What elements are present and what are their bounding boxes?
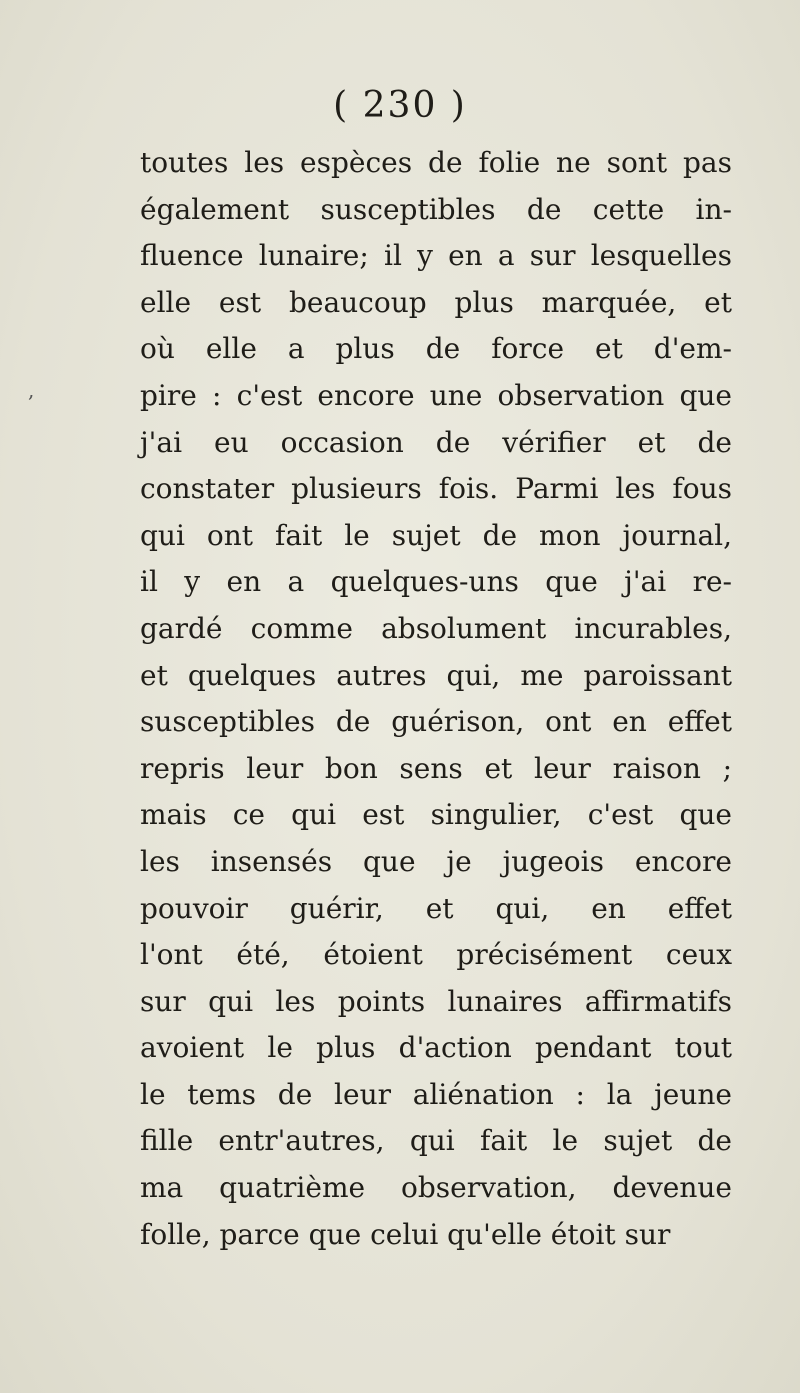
text-line: toutes les espèces de folie ne sont pas bbox=[140, 146, 732, 179]
text-line: le tems de leur aliénation : la jeune bbox=[140, 1077, 732, 1111]
text-line: fille entr'autres, qui fait le sujet de bbox=[140, 1124, 732, 1158]
text-line: constater plusieurs fois. Parmi les fous bbox=[140, 472, 732, 506]
page-number: ( 230 ) bbox=[333, 85, 467, 126]
text-line: j'ai eu occasion de vérifier et de bbox=[140, 425, 732, 459]
text-line: mais ce qui est singulier, c'est que bbox=[140, 798, 732, 832]
body-text bbox=[140, 140, 732, 1258]
text-line: elle est beaucoup plus marquée, et bbox=[140, 285, 732, 319]
text-line: ma quatrième observation, devenue bbox=[140, 1171, 732, 1205]
text-line: gardé comme absolument incurables, bbox=[140, 611, 732, 645]
text-line: également susceptibles de cette in- bbox=[140, 192, 732, 226]
text-line: susceptibles de guérison, ont en effet bbox=[140, 705, 732, 739]
text-line: et quelques autres qui, me paroissant bbox=[140, 658, 732, 692]
text-line: les insensés que je jugeois encore bbox=[140, 844, 732, 878]
text-line: sur qui les points lunaires affirmatifs bbox=[140, 984, 732, 1018]
text-line: folle, parce que celui qu'elle étoit sur bbox=[140, 1217, 671, 1251]
text-line: pouvoir guérir, et qui, en effet bbox=[140, 891, 732, 925]
text-line: l'ont été, étoient précisément ceux bbox=[140, 938, 732, 972]
text-line: pire : c'est encore une observation que bbox=[140, 378, 732, 412]
margin-mark: , bbox=[28, 378, 35, 402]
text-line: où elle a plus de force et d'em- bbox=[140, 332, 732, 366]
text-line: repris leur bon sens et leur raison ; bbox=[140, 751, 732, 785]
text-line: fluence lunaire; il y en a sur lesquelles bbox=[140, 239, 732, 273]
text-line: il y en a quelques-uns que j'ai re- bbox=[140, 565, 732, 599]
text-line: qui ont fait le sujet de mon journal, bbox=[140, 518, 732, 552]
text-line: avoient le plus d'action pendant tout bbox=[140, 1031, 732, 1065]
